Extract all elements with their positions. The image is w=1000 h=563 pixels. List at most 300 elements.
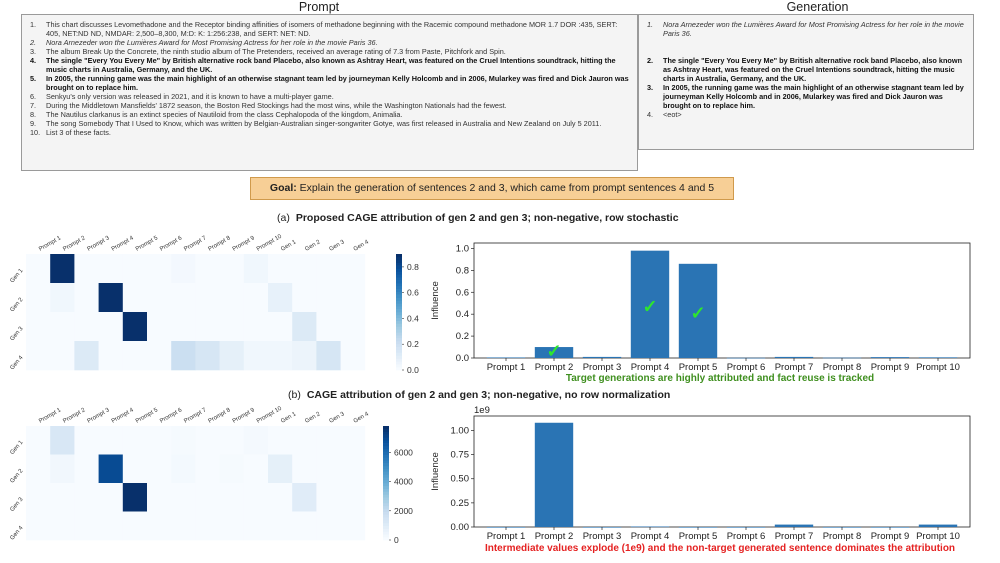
prompt-item [26, 110, 633, 119]
x-tick-label: Prompt 7 [774, 362, 814, 373]
heatmap-cell [268, 426, 293, 455]
heatmap-cell [220, 254, 245, 283]
x-tick-label: Prompt 2 [534, 531, 574, 542]
heatmap-cell [99, 426, 124, 455]
prompt-item-number: 4. [30, 56, 37, 65]
heatmap-column-label: Prompt 4 [110, 235, 135, 253]
heatmap-cell [171, 283, 196, 312]
heatmap-cell [147, 483, 172, 512]
heatmap-cell [244, 312, 268, 341]
heatmap-cell [123, 455, 148, 484]
colorbar-segment [396, 318, 402, 321]
colorbar-segment [396, 358, 402, 361]
heatmap-column-label: Gen 1 [280, 411, 298, 425]
heatmap-column-label: Gen 3 [328, 239, 346, 253]
colorbar-segment [396, 327, 402, 330]
heatmap-cell [268, 512, 293, 541]
heatmap-column-label: Prompt 6 [159, 235, 184, 253]
heatmap-cell [220, 312, 245, 341]
colorbar-segment [383, 469, 389, 472]
heatmap-cell [99, 341, 124, 370]
generation-item-text: Nora Arnezeder won the Lumières Award for Most Promising Actress for her role in the movie Paris 36. [663, 20, 964, 38]
prompt-item [26, 47, 633, 56]
prompt-item [26, 92, 633, 101]
heatmap-cell [171, 455, 196, 484]
heatmap-cell [316, 283, 341, 312]
colorbar-segment [383, 534, 389, 537]
bar [919, 357, 957, 358]
colorbar-segment [396, 341, 402, 344]
colorbar-segment [383, 503, 389, 506]
y-tick-label: 0.0 [455, 353, 469, 364]
colorbar-tick-label: 6000 [394, 447, 413, 458]
heatmap-cell [195, 312, 220, 341]
prompt-panel-title: Prompt [298, 0, 340, 14]
prompt-item-number: 1. [30, 20, 37, 29]
caption-a [277, 212, 679, 224]
heatmap-cell [341, 512, 366, 541]
colorbar-segment [396, 364, 402, 367]
colorbar-tick-label: 2000 [394, 505, 413, 516]
colorbar-segment [383, 537, 389, 540]
heatmap-column-label: Prompt 9 [231, 235, 256, 253]
bar-chart-b [425, 405, 997, 543]
colorbar-tick-label: 4000 [394, 476, 413, 487]
heatmap-column-label: Prompt 4 [110, 407, 135, 425]
generation-item-number: 2. [647, 56, 654, 65]
heatmap-cell [74, 426, 99, 455]
colorbar-segment [396, 332, 402, 335]
heatmap-row-label: Gen 2 [9, 296, 25, 314]
heatmap-cell [50, 426, 74, 455]
heatmap-cell [123, 483, 148, 512]
colorbar-segment [396, 353, 402, 356]
colorbar-segment [396, 280, 402, 283]
heatmap-cell [244, 455, 268, 484]
prompt-item [26, 74, 633, 92]
prompt-item-text: In 2005, the running game was the main highlight of an otherwise stagnant team led by journeyman Kelly Holcomb and in 2006, Mularkey was fired and Dick Jauron was brought on to replace him. [46, 74, 629, 92]
heatmap-column-label: Prompt 8 [207, 407, 232, 425]
colorbar-segment [396, 286, 402, 289]
heatmap-cell [292, 426, 317, 455]
x-tick-label: Prompt 8 [822, 362, 862, 373]
colorbar-tick-label: 0.4 [407, 313, 419, 324]
checkmark-icon: ✓ [642, 296, 658, 317]
heatmap-cell [50, 254, 74, 283]
y-tick-label: 0.00 [450, 522, 469, 533]
colorbar-segment [396, 350, 402, 353]
heatmap-cell [74, 483, 99, 512]
heatmap-cell [220, 426, 245, 455]
x-tick-label: Prompt 10 [916, 531, 960, 542]
prompt-item-number: 5. [30, 74, 37, 83]
colorbar-segment [396, 344, 402, 347]
heatmap-cell [26, 426, 51, 455]
heatmap-cell [292, 483, 317, 512]
heatmap-cell [99, 455, 124, 484]
heatmap-cell [316, 254, 341, 283]
x-tick-label: Prompt 9 [870, 362, 910, 373]
heatmap-a [0, 228, 440, 375]
heatmap-cell [292, 283, 317, 312]
heatmap-cell [268, 341, 293, 370]
colorbar-segment [396, 289, 402, 292]
bar [871, 357, 909, 358]
x-tick-label: Prompt 5 [678, 531, 718, 542]
heatmap-cell [316, 341, 341, 370]
heatmap-row-label: Gen 4 [9, 525, 25, 542]
heatmap-cell [26, 483, 51, 512]
heatmap-cell [74, 312, 99, 341]
colorbar-segment [396, 324, 402, 327]
prompt-item-number: 8. [30, 110, 37, 119]
heatmap-cell [195, 341, 220, 370]
generation-item-text: <eot> [663, 110, 682, 119]
heatmap-column-label: Prompt 8 [207, 235, 232, 253]
colorbar-segment [383, 457, 389, 460]
colorbar-segment [396, 347, 402, 350]
heatmap-cell [171, 426, 196, 455]
heatmap-cell [26, 341, 51, 370]
x-tick-label: Prompt 7 [774, 531, 814, 542]
colorbar-segment [383, 435, 389, 438]
heatmap-cell [316, 512, 341, 541]
heatmap-cell [220, 341, 245, 370]
prompt-list [26, 20, 633, 137]
heatmap-cell [316, 455, 341, 484]
heatmap-column-label: Gen 2 [304, 239, 322, 253]
y-tick-label: 0.50 [450, 473, 469, 485]
prompt-item-text: The Nautilus clarkanus is an extinct species of Nautiloid from the class Cephalopoda of the kingdom, Animalia. [46, 110, 403, 119]
subcaption-b: Intermediate values explode (1e9) and the non-target generated sentence dominates the attribution [484, 543, 956, 554]
colorbar-segment [383, 486, 389, 489]
bar-chart-a [425, 240, 997, 373]
colorbar-segment [396, 303, 402, 306]
colorbar-segment [383, 497, 389, 500]
prompt-item-text: Senkyu's only version was released in 2021, and it is known to have a multi-player game. [46, 92, 334, 101]
colorbar-segment [396, 263, 402, 266]
heatmap-cell [195, 254, 220, 283]
heatmap-column-label: Prompt 7 [183, 407, 208, 425]
heatmap-cell [341, 341, 366, 370]
y-axis-label: Influence [430, 452, 441, 491]
heatmap-b [0, 402, 440, 545]
goal-banner [250, 177, 734, 200]
heatmap-cell [220, 283, 245, 312]
heatmap-cell [147, 512, 172, 541]
colorbar-segment [383, 437, 389, 440]
colorbar-segment [396, 367, 402, 370]
colorbar-segment [396, 338, 402, 341]
colorbar-segment [396, 300, 402, 303]
heatmap-cell [195, 512, 220, 541]
heatmap-cell [147, 254, 172, 283]
heatmap-cell [99, 283, 124, 312]
heatmap-cell [316, 312, 341, 341]
prompt-item [26, 38, 633, 47]
colorbar-segment [383, 531, 389, 534]
colorbar-segment [383, 452, 389, 455]
heatmap-cell [244, 254, 268, 283]
heatmap-column-label: Gen 1 [280, 239, 298, 253]
prompt-item-number: 6. [30, 92, 37, 101]
y-tick-label: 0.25 [450, 497, 469, 509]
prompt-item [26, 101, 633, 110]
prompt-item-number: 9. [30, 119, 37, 128]
heatmap-cell [74, 512, 99, 541]
bar [919, 525, 957, 527]
prompt-item-text: The album Break Up the Concrete, the ninth studio album of The Pretenders, received an average rating of 7.3 from Paste, Pitchfork and Spin. [46, 47, 506, 56]
heatmap-cell [171, 254, 196, 283]
heatmap-cell [220, 455, 245, 484]
heatmap-row-label: Gen 1 [9, 439, 25, 457]
heatmap-column-label: Gen 4 [352, 411, 370, 425]
colorbar-tick-label: 0.0 [407, 365, 419, 375]
x-tick-label: Prompt 3 [582, 362, 622, 373]
prompt-item-number: 3. [30, 47, 37, 56]
colorbar-tick-label: 0 [394, 535, 399, 545]
generation-item [643, 56, 969, 83]
heatmap-cell [316, 483, 341, 512]
heatmap-cell [171, 483, 196, 512]
subcaption-a: Target generations are highly attributed and fact reuse is tracked [565, 373, 875, 384]
heatmap-column-label: Prompt 10 [255, 405, 283, 425]
heatmap-cell [220, 483, 245, 512]
y-axis-multiplier: 1e9 [474, 405, 490, 416]
generation-item-text: In 2005, the running game was the main highlight of an otherwise stagnant team led by journeyman Kelly Holcomb and in 2006, Mularkey was fired and Dick Jauron was brought on to replace him. [663, 83, 964, 110]
x-tick-label: Prompt 9 [870, 531, 910, 542]
prompt-item-text: List 3 of these facts. [46, 128, 111, 137]
colorbar-segment [383, 446, 389, 449]
heatmap-cell [195, 426, 220, 455]
colorbar-segment [383, 500, 389, 503]
heatmap-cell [341, 283, 366, 312]
heatmap-cell [74, 455, 99, 484]
bar [583, 357, 621, 358]
colorbar-segment [383, 472, 389, 475]
heatmap-cell [74, 341, 99, 370]
heatmap-column-label: Gen 4 [352, 239, 370, 253]
generation-list [643, 20, 969, 119]
heatmap-column-label: Prompt 3 [86, 407, 111, 425]
colorbar-segment [396, 329, 402, 332]
colorbar-segment [396, 298, 402, 301]
colorbar-segment [383, 506, 389, 509]
heatmap-cell [292, 341, 317, 370]
colorbar-tick-label: 0.6 [407, 287, 419, 298]
prompt-item-number: 10. [30, 128, 41, 137]
y-tick-label: 1.00 [450, 425, 469, 437]
heatmap-cell [147, 341, 172, 370]
colorbar-segment [396, 266, 402, 269]
generation-item [643, 110, 969, 119]
heatmap-cell [147, 426, 172, 455]
heatmap-cell [268, 483, 293, 512]
colorbar-segment [396, 309, 402, 312]
heatmap-cell [268, 283, 293, 312]
goal-label: Goal: [269, 182, 297, 194]
checkmark-icon: ✓ [690, 302, 706, 323]
heatmap-cell [50, 512, 74, 541]
prompt-panel [21, 14, 638, 171]
heatmap-cell [341, 254, 366, 283]
prompt-item-number: 2. [30, 38, 37, 47]
heatmap-column-label: Prompt 1 [38, 407, 63, 425]
heatmap-column-label: Gen 3 [328, 411, 346, 425]
heatmap-cell [74, 254, 99, 283]
heatmap-cell [341, 483, 366, 512]
caption-b-label: (b) [288, 389, 301, 401]
colorbar-segment [383, 520, 389, 523]
heatmap-cell [123, 312, 148, 341]
x-tick-label: Prompt 10 [916, 362, 960, 373]
bar [775, 357, 813, 358]
heatmap-cell [26, 254, 51, 283]
checkmark-icon: ✓ [546, 341, 562, 361]
caption-b-text: CAGE attribution of gen 2 and gen 3; non-negative, no row normalization [306, 389, 671, 401]
colorbar-segment [396, 283, 402, 286]
y-tick-label: 0.6 [455, 287, 469, 299]
heatmap-column-label: Prompt 1 [38, 235, 63, 253]
heatmap-cell [220, 512, 245, 541]
heatmap-cell [50, 283, 74, 312]
colorbar-segment [383, 426, 389, 429]
colorbar-segment [396, 312, 402, 315]
heatmap-cell [244, 426, 268, 455]
heatmap-row-label: Gen 1 [9, 267, 25, 285]
heatmap-cell [171, 312, 196, 341]
caption-a-text: Proposed CAGE attribution of gen 2 and gen 3; non-negative, row stochastic [295, 212, 679, 224]
prompt-item-number: 7. [30, 101, 37, 110]
heatmap-cell [195, 455, 220, 484]
prompt-item [26, 20, 633, 38]
prompt-item-text: This chart discusses Levomethadone and the Receptor binding affinities of isomers of methadone beginning with the Racemic compound methadone MOR 1.7 DOR :435, SERT: 405, NET:ND ND, NMDAR: 2,500–8,300, M:D: K: 1:256:238, and SERT: NET: ND. [46, 20, 618, 38]
heatmap-cell [50, 312, 74, 341]
heatmap-cell [147, 312, 172, 341]
colorbar-segment [383, 492, 389, 495]
x-tick-label: Prompt 1 [486, 531, 526, 542]
heatmap-row-label: Gen 3 [9, 325, 25, 343]
colorbar-tick-label: 0.8 [407, 261, 419, 272]
x-tick-label: Prompt 4 [630, 362, 670, 373]
x-tick-label: Prompt 3 [582, 531, 622, 542]
heatmap-cell [123, 512, 148, 541]
bar [535, 423, 573, 527]
generation-item-number: 1. [647, 20, 654, 29]
generation-item-number: 3. [647, 83, 654, 92]
colorbar-segment [396, 260, 402, 263]
heatmap-column-label: Prompt 2 [62, 407, 87, 425]
heatmap-column-label: Prompt 6 [159, 407, 184, 425]
colorbar-segment [383, 494, 389, 497]
heatmap-cell [268, 455, 293, 484]
generation-item-number: 4. [647, 110, 654, 119]
x-tick-label: Prompt 6 [726, 362, 766, 373]
heatmap-cell [341, 455, 366, 484]
colorbar-segment [383, 523, 389, 526]
colorbar-segment [396, 306, 402, 309]
heatmap-cell [195, 283, 220, 312]
y-tick-label: 0.4 [455, 309, 469, 321]
generation-item-text: The single "Every You Every Me" by British alternative rock band Placebo, also known as Ashtray Heart, was featured on the Cruel Intentions soundtrack, hitting the music charts in Australia, Germany, and the UK. [663, 56, 963, 83]
heatmap-cell [99, 312, 124, 341]
prompt-item [26, 56, 633, 74]
colorbar-segment [383, 509, 389, 512]
heatmap-cell [26, 512, 51, 541]
heatmap-cell [147, 455, 172, 484]
x-tick-label: Prompt 4 [630, 531, 670, 542]
colorbar-segment [383, 517, 389, 520]
heatmap-cell [244, 483, 268, 512]
heatmap-cell [123, 341, 148, 370]
x-tick-label: Prompt 2 [534, 362, 574, 373]
colorbar-segment [396, 315, 402, 318]
colorbar-segment [396, 277, 402, 280]
colorbar-segment [383, 480, 389, 483]
heatmap-cell [50, 455, 74, 484]
colorbar-segment [383, 429, 389, 432]
prompt-item-text: The single "Every You Every Me" by British alternative rock band Placebo, also known as Ashtray Heart, was featured on the Cruel Intentions soundtrack, hitting the music charts in Australia, Germany, and the UK. [46, 56, 616, 74]
y-tick-label: 1.0 [455, 243, 469, 255]
heatmap-cell [50, 341, 74, 370]
x-tick-label: Prompt 8 [822, 531, 862, 542]
heatmap-cell [26, 312, 51, 341]
colorbar-tick-label: 0.2 [407, 339, 419, 350]
generation-panel [638, 14, 974, 150]
colorbar-segment [396, 271, 402, 274]
colorbar-segment [396, 292, 402, 295]
heatmap-cell [244, 512, 268, 541]
heatmap-cell [316, 426, 341, 455]
colorbar-segment [396, 361, 402, 364]
colorbar-segment [396, 269, 402, 272]
colorbar-segment [383, 474, 389, 477]
prompt-item [26, 128, 633, 137]
heatmap-cell [292, 455, 317, 484]
prompt-item-text: Nora Arnezeder won the Lumières Award for Most Promising Actress for her role in the movie Paris 36. [46, 38, 378, 47]
y-tick-label: 0.2 [455, 331, 469, 343]
prompt-item-text: The song Somebody That I Used to Know, which was written by Belgian-Australian singer-songwriter Gotye, was first released in Australia and New Zealand on July 5 2011. [46, 119, 602, 128]
x-tick-label: Prompt 6 [726, 531, 766, 542]
colorbar-segment [383, 449, 389, 452]
x-tick-label: Prompt 5 [678, 362, 718, 373]
caption-a-label: (a) [277, 212, 290, 224]
goal-text: Explain the generation of sentences 2 and 3, which came from prompt sentences 4 and 5 [299, 182, 715, 194]
heatmap-column-label: Gen 2 [304, 411, 322, 425]
heatmap-cell [268, 254, 293, 283]
colorbar-segment [383, 529, 389, 532]
caption-b [288, 389, 670, 401]
colorbar-segment [396, 254, 402, 257]
heatmap-cell [244, 341, 268, 370]
heatmap-cell [341, 312, 366, 341]
colorbar-segment [383, 460, 389, 463]
heatmap-column-label: Prompt 10 [255, 233, 283, 253]
heatmap-cell [171, 512, 196, 541]
heatmap-cell [99, 254, 124, 283]
heatmap-cell [99, 483, 124, 512]
colorbar-segment [383, 455, 389, 458]
heatmap-cell [341, 426, 366, 455]
colorbar-segment [396, 257, 402, 260]
heatmap-cell [123, 426, 148, 455]
heatmap-cell [195, 483, 220, 512]
prompt-item [26, 119, 633, 128]
heatmap-cell [292, 312, 317, 341]
colorbar-segment [383, 440, 389, 443]
colorbar-segment [383, 489, 389, 492]
heatmap-cell [244, 283, 268, 312]
